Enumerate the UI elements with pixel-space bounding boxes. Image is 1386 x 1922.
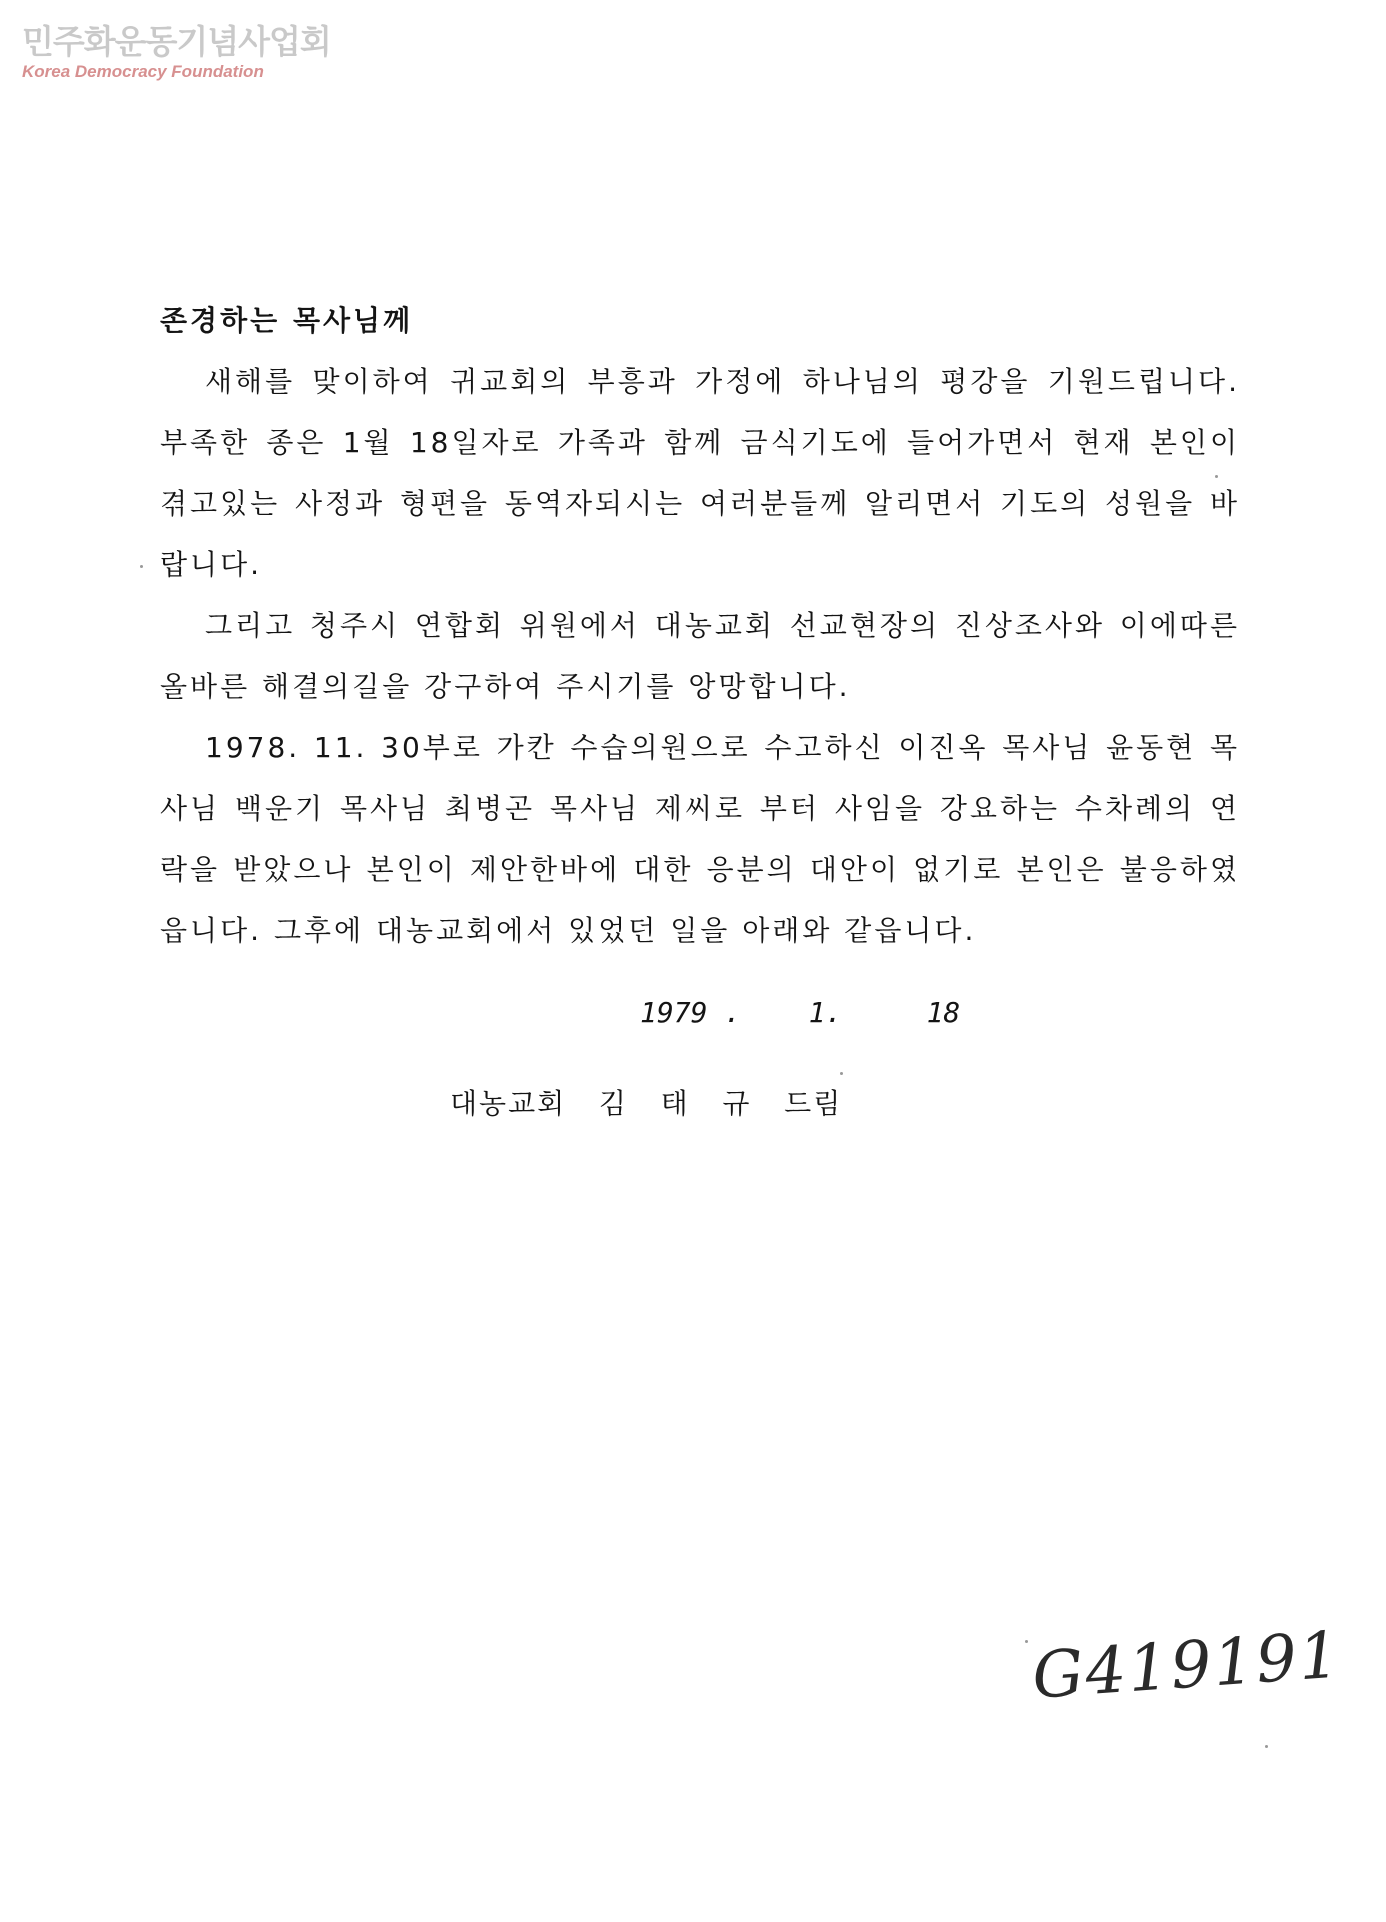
paragraph-1: 새해를 맞이하여 귀교회의 부흥과 가정에 하나님의 평강을 기원드립니다. 부족한 종은 1월 18일자로 가족과 함께 금식기도에 들어가면서 현재 본인이 겪고있는 사정과 형편을 동역자되시는 여러분들께 알리면서 기도의 성원을 바랍니다. — [160, 365, 1240, 581]
paragraph-3: 1978. 11. 30부로 가칸 수습의원으로 수고하신 이진옥 목사님 윤동현 목사님 백운기 목사님 최병곤 목사님 제씨로 부터 사임을 강요하는 수차례의 연락을 받았으나 본인이 제안한바에 대한 응분의 대안이 없기로 본인은 불응하였읍니다. 그후에 대농교회에서 있었던 일을 아래와 같읍니다. — [160, 731, 1240, 947]
paragraph-2: 그리고 청주시 연합회 위원에서 대농교회 선교현장의 진상조사와 이에따른 올바른 해결의길을 강구하여 주시기를 앙망합니다. — [160, 609, 1240, 703]
watermark — [22, 22, 331, 82]
scan-speck — [840, 1072, 843, 1075]
watermark-korean: 민주화운동기념사업회 — [22, 22, 331, 61]
watermark-english: Korea Democracy Foundation — [22, 62, 264, 81]
scan-speck — [140, 565, 143, 568]
letter-date: 1979 . 1. 18 — [640, 996, 961, 1029]
letter-body — [160, 290, 1240, 961]
scan-speck — [1215, 475, 1218, 478]
salutation: 존경하는 목사님께 — [160, 304, 414, 337]
scan-speck — [1025, 1640, 1028, 1643]
scan-speck — [1265, 1745, 1268, 1748]
letter-signature: 대농교회 김 태 규 드림 — [450, 1087, 843, 1120]
archive-code-handwritten: G419191 — [1030, 1618, 1344, 1714]
